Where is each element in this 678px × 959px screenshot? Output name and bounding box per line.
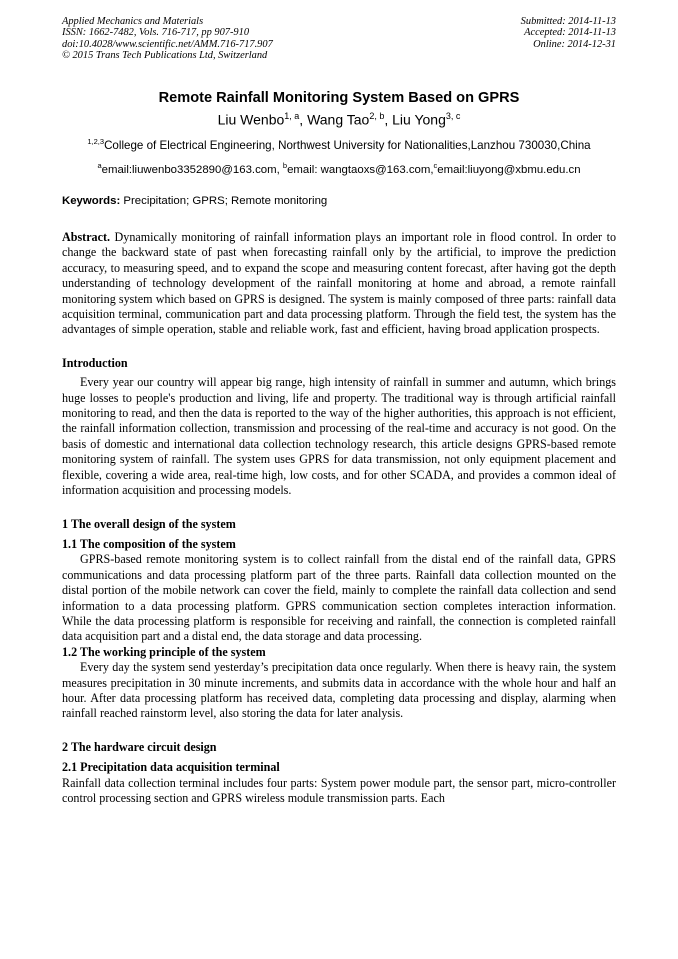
email-a[interactable]: email:liuwenbo3352890@163.com, [101, 163, 283, 176]
paper-title: Remote Rainfall Monitoring System Based on GPRS [158, 90, 520, 106]
email-mark-c: c [433, 161, 438, 170]
abstract-label: Abstract. [62, 230, 111, 244]
email-c[interactable]: email:liuyong@xbmu.edu.cn [437, 163, 581, 176]
author-separator: , [299, 111, 308, 128]
email-b[interactable]: email: wangtaoxs@163.com, [287, 163, 434, 176]
affiliation [0, 137, 678, 152]
keywords-label: Keywords: [62, 195, 121, 207]
author-name: Wang Tao [307, 111, 370, 128]
author-separator: , [384, 111, 393, 128]
online-date: Online: 2014-12-31 [533, 38, 616, 50]
introduction-heading: Introduction [62, 355, 128, 370]
keywords [62, 195, 616, 207]
email-mark-a: a [97, 161, 102, 170]
paper-body [62, 230, 616, 806]
section-1-1-paragraph: GPRS-based remote monitoring system is to collect rainfall from the distal end of the rainfall data, GPRS communications and data processing platform part of the three parts. Rainfall data collection mounted on the distal portion of the mobile network can cover the field, mainly to complete the rainfall data collection and send information to a data processing platform. GPRS communication section completes interaction information. While the data processing platform is responsible for receiving and rainfall, the connection is completed rainfall data acquisition part and a distal end, the data storage and data processing. [62, 552, 616, 644]
section-1-1-heading: 1.1 The composition of the system [62, 536, 236, 551]
journal-copyright: © 2015 Trans Tech Publications Ltd, Switzerland [62, 50, 268, 62]
journal-name: Applied Mechanics and Materials [62, 16, 204, 27]
abstract-text: Dynamically monitoring of rainfall information plays an important role in flood control. In order to change the backward state of past when forecasting rainfall only by the artificial, to improve the prediction accuracy, to measuring speed, and to expand the scope and measuring content forecast, after having got the depth understanding of technology development of the rainfall monitoring at home and abroad, a remote rainfall monitoring system which based on GPRS is designed. The system is mainly composed of three parts: rainfall data acquisition terminal, communication part and data processing platform. Through the field test, the system has the advantages of simple operation, stable and reliable work, fast and efficient, having broad application prospects. [62, 230, 616, 337]
journal-issn: ISSN: 1662-7482, Vols. 716-717, pp 907-910 [62, 27, 250, 39]
section-2-1-paragraph: Rainfall data collection terminal includes four parts: System power module part, the sensor part, micro-controller control processing section and GPRS wireless module transmission parts. Each [62, 775, 616, 805]
journal-doi[interactable]: doi:10.4028/www.scientific.net/AMM.716-717.907 [62, 38, 273, 50]
keywords-text: Precipitation; GPRS; Remote monitoring [120, 195, 328, 207]
affiliation-mark: 1,2,3 [87, 137, 105, 146]
author-affil-mark: 2, b [369, 111, 385, 121]
abstract [62, 230, 616, 338]
section-1-2-heading: 1.2 The working principle of the system [62, 644, 266, 659]
email-mark-b: b [282, 161, 288, 170]
submitted-date: Submitted: 2014-11-13 [520, 16, 616, 27]
section-1-heading: 1 The overall design of the system [62, 516, 236, 531]
section-1-2-paragraph: Every day the system send yesterday’s precipitation data once regularly. When there is heavy rain, the system measures precipitation in 30 minute increments, and submits data in accordance with the whole hour and half an hour. After data processing platform has received data, completing data processing and display, alarming when rainfall reached rainstorm level, also storing the data for later analysis. [62, 660, 616, 721]
author-affil-mark: 1, a [284, 111, 300, 121]
accepted-date: Accepted: 2014-11-13 [524, 27, 616, 39]
introduction-paragraph: Every year our country will appear big range, high intensity of rainfall in summer and autumn, which brings huge losses to people's production and living, life and property. The traditional way is through artificial rainfall monitoring to read, and then the data is reported to the way of the higher authorities, this approach is not efficient, the rainfall information collection, transmission and processing of the real-time and accuracy is not good. On the basis of domestic and international data collection technology research, this article designs GPRS-based remote monitoring system of rainfall. The system uses GPRS for data transmission, not only equipment placement and flexible, covering a wide area, real-time high, low costs, and for other SCADA, and provides a common ideal of information acquisition and processing models. [62, 375, 616, 498]
author-emails [0, 161, 678, 176]
affiliation-text: College of Electrical Engineering, Northwest University for Nationalities,Lanzhou 730030,China [104, 138, 591, 152]
author-list [0, 111, 678, 128]
section-2-1-heading: 2.1 Precipitation data acquisition terminal [62, 760, 280, 775]
submission-dates [521, 16, 616, 50]
author-affil-mark: 3, c [445, 111, 461, 121]
journal-info [62, 16, 273, 62]
section-2-heading: 2 The hardware circuit design [62, 739, 217, 754]
author-name: Liu Wenbo [217, 111, 285, 128]
author-name: Liu Yong [392, 111, 446, 128]
